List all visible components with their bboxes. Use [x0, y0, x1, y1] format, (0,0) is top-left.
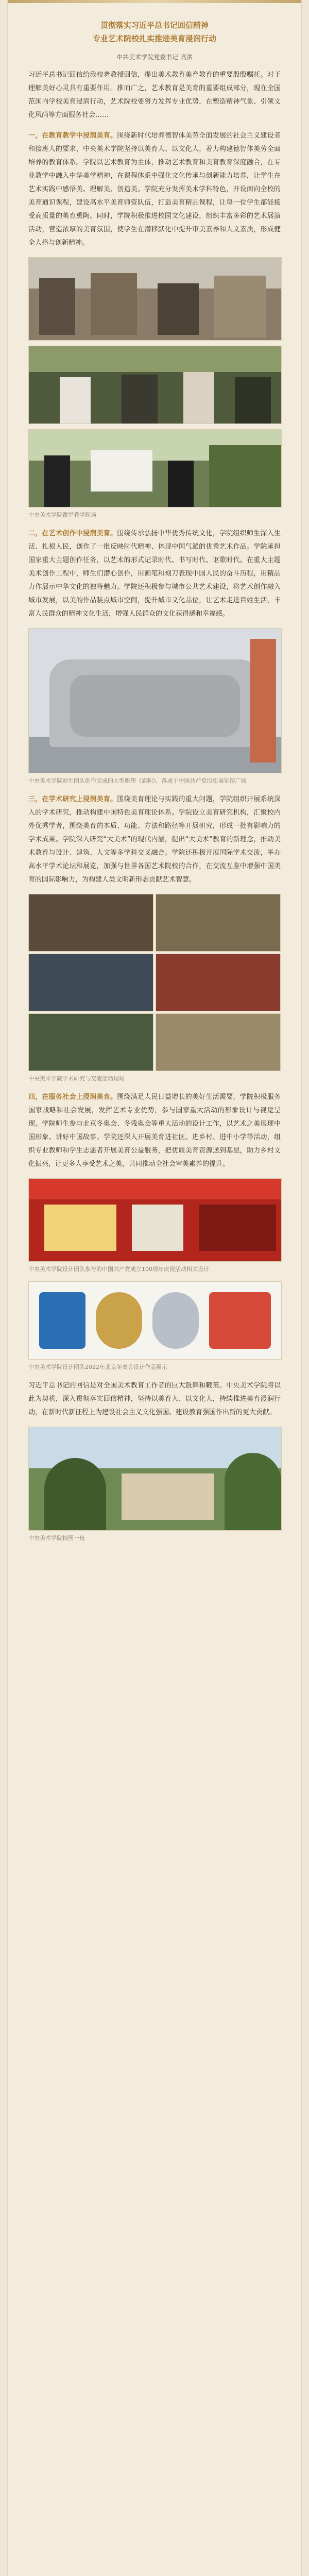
centenary-design-photo: [28, 1178, 282, 1262]
academic-photo-grid: [28, 894, 281, 1071]
campus-photo: [28, 1427, 282, 1531]
academic-photo-6: [156, 1013, 281, 1071]
classroom-photo-1: [28, 257, 282, 341]
closing-paragraph: 习近平总书记的回信是对全国美术教育工作者的巨大鼓舞和鞭策。中央美术学院将以此为契机，深入贯彻落实回信精神，坚持以美育人、以文化人，持续推进美育浸润行动，在新时代新征程上为建设社会主义文化强国、建设教育强国作出新的更大贡献。: [28, 1382, 281, 1416]
article-page: [7, 0, 302, 2576]
academic-photo-5: [28, 1013, 153, 1071]
section-2-paragraph: [28, 527, 281, 621]
section-4-caption-1: 中央美术学院设计团队参与的中国共产党成立100周年庆祝活动相关设计: [28, 1266, 209, 1273]
section-3-paragraph: [28, 793, 281, 887]
section-2-heading: 二，在艺术创作中浸润美育。: [28, 530, 117, 537]
closing-photo-caption: 中央美术学院校园一角: [28, 1535, 85, 1541]
title-line-1: 贯彻落实习近平总书记回信精神: [100, 21, 209, 30]
academic-photo-1: [28, 894, 153, 952]
olympic-design-photo: [28, 1281, 282, 1360]
section-4-text: 围绕满足人民日益增长的美好生活需要，学院积极服务国家战略和社会发展，发挥艺术专业优势，参与国家重大活动的形象设计与视觉呈现。学院师生参与北京冬奥会、冬残奥会等重大活动的设计工作，以艺术之美展现中国形象、讲好中国故事。学院还深入开展美育进社区、进乡村、进中小学等活动，组织专业教师和学生志愿者开展美育公益服务，把优质美育资源送到基层，助力乡村文化振兴，让更多人享受艺术之美，共同推动全社会审美素养的提升。: [28, 1093, 281, 1168]
section-1-text: 围绕新时代培养德智体美劳全面发展的社会主义建设者和接班人的要求，中央美术学院坚持以美育人、以文化人，着力构建德智体美劳全面培养的教育体系。学院以艺术教育为主体，推动艺术教育和美育教育深度融合，在专业教学中融入中华美学精神，在课程体系中强化文化传承与创新能力培养，让学生在艺术实践中感悟美、理解美、创造美。学院充分发挥美术学科特色，开设面向全校的美育通识课程，建设高水平美育师资队伍，打造美育精品课程，让每一位学生都能接受高质量的美育熏陶。同时，学院积极推进校园文化建设，组织丰富多彩的艺术展演活动，营造浓厚的美育氛围，使学生在潜移默化中提升审美素养和人文素质，形成健全人格与创新精神。: [28, 132, 281, 247]
section-1-heading: 一，在教育教学中浸润美育。: [28, 132, 117, 140]
title-line-2: 专业艺术院校扎实推进美育浸润行动: [92, 34, 216, 43]
section-4-heading: 四，在服务社会上浸润美育。: [28, 1093, 117, 1101]
classroom-photo-2: [28, 346, 282, 424]
article-header: [8, 3, 301, 69]
author-byline: 中共美术学院党委书记 高洪: [116, 54, 193, 61]
section-3-heading: 三，在学术研究上浸润美育。: [28, 795, 117, 803]
section-3-photo-caption: 中央美术学院学术研究与交流活动现场: [28, 1075, 125, 1082]
academic-photo-4: [156, 954, 281, 1011]
intro-paragraph: 习近平总书记回信给我校老教授回信，提出美术教育美育教育的重要殷殷嘱托。对于理解美好心灵具有重要作用。推而广之，艺术教育是美育的重要组成部分，现在全国范围内学校美育浸润行动，艺术院校要努力发挥专业优势，在塑造精神气象、引领文化风尚等方面服务社会……: [28, 71, 281, 119]
section-2-text: 围绕传承弘扬中华优秀传统文化，学院组织师生深入生活、扎根人民，创作了一批反映时代精神、体现中国气派的优秀艺术作品。学院承担国家重大主题创作任务，以艺术的形式记录时代、书写时代、讴歌时代。在重大主题美术创作工程中，师生们潜心创作，用画笔和刻刀表现中国人民的奋斗历程，用精品力作展示中华文化的独特魅力。学院还积极参与城市公共艺术建设，将艺术创作融入城市发展，以美的作品装点城市空间，提升城市文化品位，让艺术走进百姓生活，丰富人民群众的精神文化生活，增强人民群众的文化获得感和幸福感。: [28, 530, 281, 618]
classroom-photo-3: [28, 429, 282, 507]
sculpture-photo: [28, 628, 282, 773]
section-1-paragraph: [28, 129, 281, 250]
article-body: [8, 69, 301, 1543]
section-2-photo-caption: 中央美术学院师生团队创作完成的大型雕塑《旗帜》，落成于中国共产党历史展览馆广场: [28, 777, 247, 784]
section-1-photo-caption: 中央美术学院课堂教学现场: [28, 512, 96, 518]
section-4-caption-2: 中央美术学院设计团队2022年北京冬奥会设计作品展示: [28, 1364, 167, 1370]
academic-photo-3: [28, 954, 153, 1011]
section-4-paragraph: [28, 1091, 281, 1171]
academic-photo-2: [156, 894, 281, 952]
section-3-text: 围绕美育理论与实践的重大问题，学院组织开展系统深入的学术研究，推动构建中国特色美育理论体系。学院设立美育研究机构，汇聚校内外优秀学者，围绕美育的本质、功能、方法和路径等开展研究，形成一批有影响力的学术成果。学院深入研究“大美术”的现代内涵，提出“大美术”教育的新理念，推动美术教育与设计、建筑、人文等多学科交叉融合。学院还积极开展国际学术交流，举办高水平学术论坛和展览，加强与世界各国艺术院校的合作，在交流互鉴中增强中国美育的国际影响力，为构建人类文明新形态贡献艺术智慧。: [28, 795, 281, 884]
